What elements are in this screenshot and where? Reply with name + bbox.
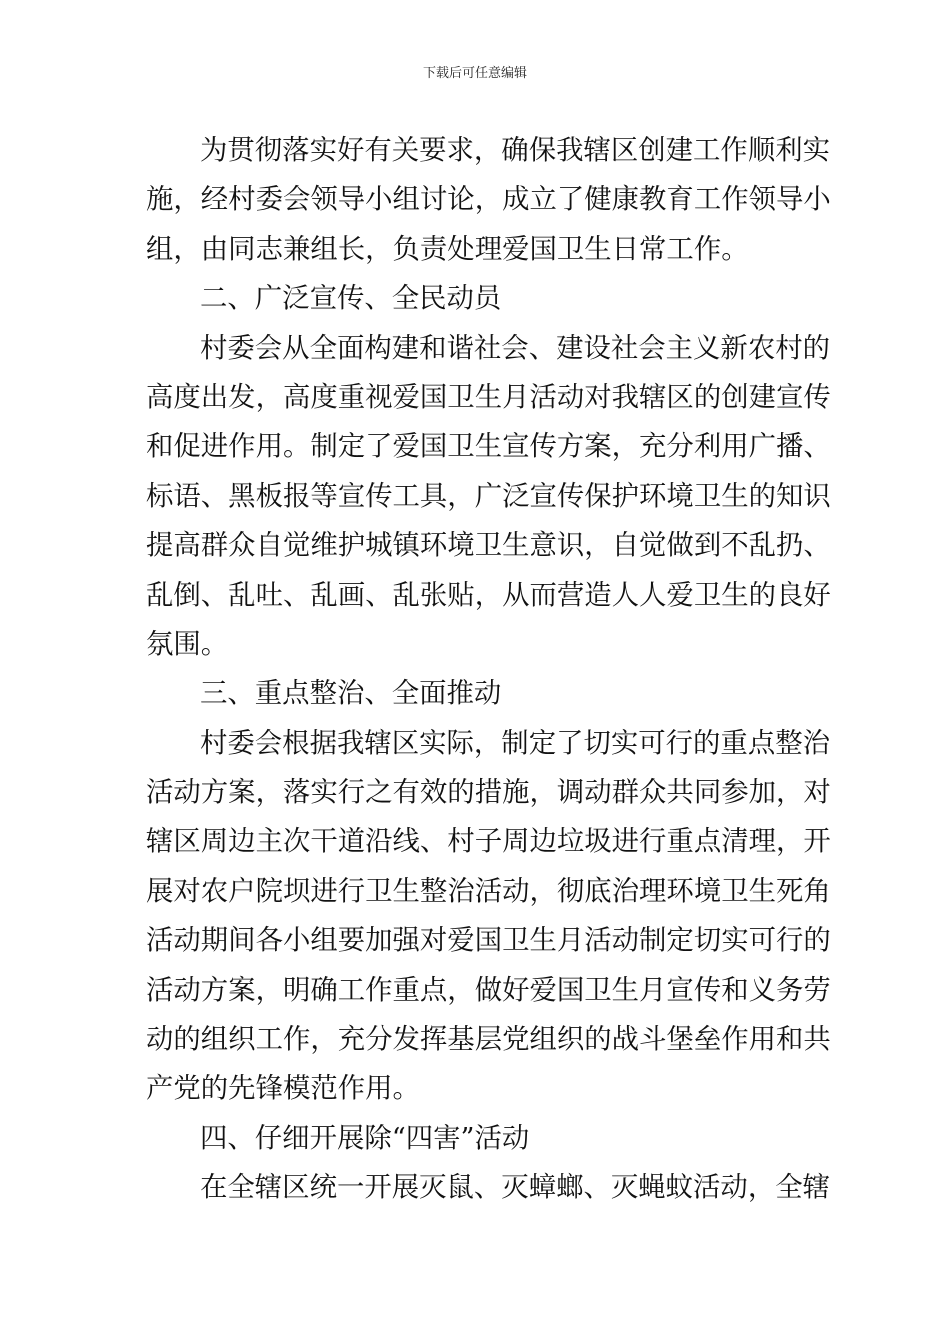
text-line: 活动方案，落实行之有效的措施，调动群众共同参加，对 xyxy=(146,777,831,809)
text-line: 四、仔细开展除“四害”活动 xyxy=(200,1122,530,1154)
text-line: 乱倒、乱吐、乱画、乱张贴，从而营造人人爱卫生的良好 xyxy=(146,579,831,611)
text-line: 在全辖区统一开展灭鼠、灭蟑螂、灭蝇蚊活动，全辖 xyxy=(200,1172,830,1204)
text-line: 和促进作用。制定了爱国卫生宣传方案，充分利用广播、 xyxy=(146,431,831,463)
text-line: 活动期间各小组要加强对爱国卫生月活动制定切实可行的 xyxy=(146,925,831,957)
page-header: 下载后可任意编辑 xyxy=(422,66,527,81)
text-line: 辖区周边主次干道沿线、村子周边垃圾进行重点清理，开 xyxy=(146,826,831,858)
text-line: 三、重点整治、全面推动 xyxy=(200,678,502,710)
text-line: 产党的先锋模范作用。 xyxy=(146,1073,420,1105)
text-line: 展对农户院坝进行卫生整治活动，彻底治理环境卫生死角 xyxy=(146,875,831,907)
text-line: 标语、黑板报等宣传工具，广泛宣传保护环境卫生的知识 xyxy=(146,480,831,512)
document-body xyxy=(146,126,831,1213)
text-line: 动的组织工作，充分发挥基层党组织的战斗堡垒作用和共 xyxy=(146,1024,831,1056)
text-line: 村委会从全面构建和谐社会、建设社会主义新农村的 xyxy=(200,332,830,364)
text-line: 为贯彻落实好有关要求，确保我辖区创建工作顺利实 xyxy=(200,135,830,166)
text-line: 村委会根据我辖区实际，制定了切实可行的重点整治 xyxy=(200,727,830,759)
text-line: 高度出发，高度重视爱国卫生月活动对我辖区的创建宣传 xyxy=(146,381,831,413)
text-line: 施，经村委会领导小组讨论，成立了健康教育工作领导小 xyxy=(146,184,831,216)
text-line: 活动方案，明确工作重点，做好爱国卫生月宣传和义务劳 xyxy=(146,974,831,1006)
text-line: 二、广泛宣传、全民动员 xyxy=(200,283,502,315)
text-line: 提高群众自觉维护城镇环境卫生意识，自觉做到不乱扔、 xyxy=(146,530,831,562)
text-line: 组，由同志兼组长，负责处理爱国卫生日常工作。 xyxy=(146,233,749,265)
text-line: 氛围。 xyxy=(146,628,229,660)
